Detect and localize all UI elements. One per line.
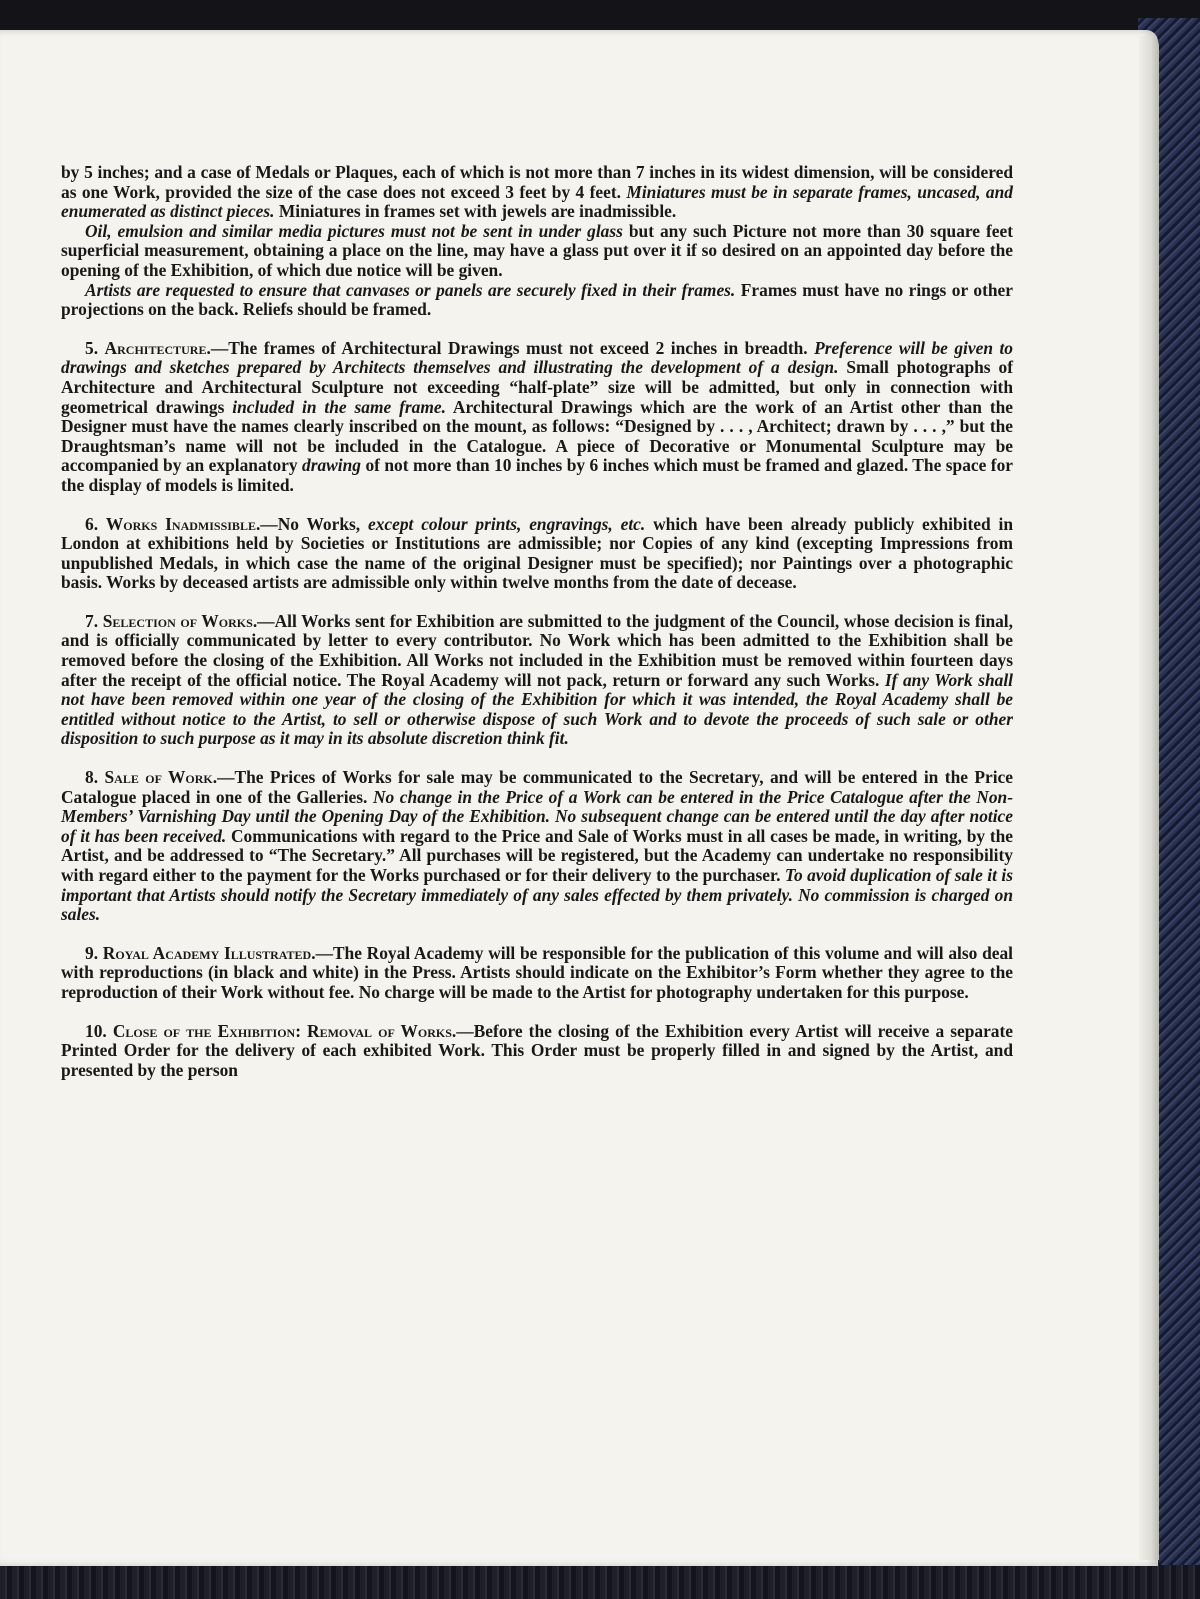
section-heading: Works Inadmissible. (105, 513, 261, 534)
section-9-royal-academy-illustrated: 9. Royal Academy Illustrated.—The Royal Academy will be responsible for the publication of this volume and will also deal with reproductions (in black and white) in the Press. Artists should indicate on the Exhibitor’s Form whether they agree to the reproduction of their Work without fee. No charge will be made to the Artist for photography undertaken for this purpose. (61, 942, 1014, 1002)
section-5-architecture: 5. Architecture.—The frames of Architectural Drawings must not exceed 2 inches in breadth. Preference will be given to drawings and sketches prepared by Architects themselves and illustrating the development of a design. Small photographs of Architecture and Architectural Sculpture not exceeding “half-plate” size will be admitted, but only in connection with geometrical drawings included in the same frame. Architectural Drawings which are the work of an Artist other than the Designer must have the names clearly inscribed on the mount, as follows: “Designed by . . . , Architect; drawn by . . . ,” but the Draughtsman’s name will not be included in the Catalogue. A piece of Decorative or Monumental Sculpture may be accompanied by an explanatory drawing of not more than 10 inches by 6 inches which must be framed and glazed. The space for the display of models is limited. (61, 337, 1014, 495)
section-6-works-inadmissible: 6. Works Inadmissible.—No Works, except colour prints, engravings, etc. which have been already publicly exhibited in London at exhibitions held by Societies or Institutions are admissible; nor Copies of any kind (excepting Impressions from unpublished Medals, in which case the name of the original Designer must be specified); nor Paintings over a photographic basis. Works by deceased artists are admissible only within twelve months from the date of decease. (61, 513, 1013, 593)
section-heading: Royal Academy Illustrated. (102, 942, 316, 963)
section-8-sale-of-work: 8. Sale of Work.—The Prices of Works for sale may be communicated to the Secretary, and will be entered in the Price Catalogue placed in one of the Galleries. No change in the Price of a Work can be entered in the Price Catalogue after the Non-Members’ Varnishing Day until the Opening Day of the Exhibition. No subsequent change can be entered until the day after notice of it has been received. Communications with regard to the Price and Sale of Works must in all cases be made, in writing, by the Artist, and be addressed to “The Secretary.” All purchases will be registered, but the Academy can undertake no responsibility with regard either to the payment for the Works purchased or for their delivery to the purchaser. To avoid duplication of sale it is important that Artists should notify the Secretary immediately of any sales effected by them privately. No commission is charged on sales. (61, 767, 1014, 925)
section-heading: Architecture. (104, 337, 211, 358)
section-heading: Sale of Work. (104, 767, 218, 788)
page-body-text (61, 163, 1013, 1080)
page-edge-shadow (1139, 36, 1159, 1560)
oil-paintings-paragraph: Oil, emulsion and similar media pictures must not be sent in under glass but any such Picture not more than 30 square feet superficial measurement, obtaining a place on the line, may have a glass put over it if so desired on an appointed day before the opening of the Exhibition, of which due notice will be given. (61, 220, 1013, 280)
section-heading: Selection of Works. (102, 610, 258, 631)
section-heading: Close of the Exhibition: Removal of Works. (112, 1020, 457, 1041)
section-10-close-of-exhibition: 10. Close of the Exhibition: Removal of Works.—Before the closing of the Exhibition every Artist will receive a separate Printed Order for the delivery of each exhibited Work. This Order must be properly filled in and signed by the Artist, and presented by the person (61, 1020, 1013, 1080)
photo-top-background (0, 0, 1200, 30)
continuation-paragraph: by 5 inches; and a case of Medals or Plaques, each of which is not more than 7 inches in its widest dimension, will be considered as one Work, provided the size of the case does not exceed 3 feet by 4 feet. Miniatures must be in separate frames, uncased, and enumerated as distinct pieces. Miniatures in frames set with jewels are inadmissible. (61, 162, 1013, 222)
canvases-paragraph: Artists are requested to ensure that canvases or panels are securely fixed in their frames. Frames must have no rings or other projections on the back. Reliefs should be framed. (61, 279, 1013, 320)
photo-bottom-background (0, 1565, 1200, 1599)
section-7-selection-of-works: 7. Selection of Works.—All Works sent for Exhibition are submitted to the judgment of the Council, whose decision is final, and is officially communicated by letter to every contributor. No Work which has been admitted to the Exhibition shall be removed before the closing of the Exhibition. All Works not included in the Exhibition must be removed within fourteen days after the receipt of the official notice. The Royal Academy will not pack, return or forward any such Works. If any Work shall not have been removed within one year of the closing of the Exhibition for which it was intended, the Royal Academy shall be entitled without notice to the Artist, to sell or otherwise dispose of such Work and to devote the proceeds of such sale or other disposition to such purpose as it may in its absolute discretion think fit. (61, 610, 1013, 749)
